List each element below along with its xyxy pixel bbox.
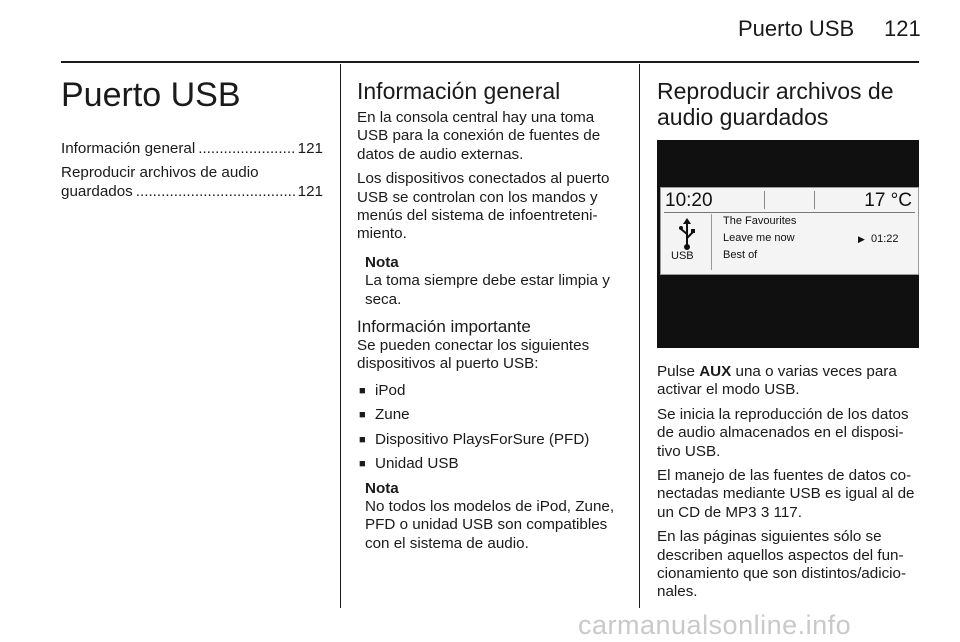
note-text: No todos los modelos de iPod, Zune, PFD o unidad USB son compatibles con el sistema de audio. (365, 497, 615, 552)
note-text: La toma siempre debe estar limpia y seca. (365, 272, 610, 308)
toc-dots (198, 140, 294, 158)
paragraph: Se inicia la reproducción de los datos de audio almacenados en el disposi-tivo USB. (657, 405, 909, 460)
column-divider-2 (639, 64, 640, 608)
toc-entry-text: Información general (61, 140, 196, 157)
screen-separator (764, 191, 765, 209)
watermark: carmanualsonline.info (578, 610, 852, 640)
chapter-title: Puerto USB (61, 76, 241, 114)
column-divider-1 (340, 64, 341, 608)
paragraph: En las páginas siguientes sólo se describen aquellos aspectos del fun-cionamiento que son distintos/adicio-nales. (657, 528, 907, 601)
paragraph: Los dispositivos conectados al puerto USB se controlan con los mandos y menús del sistema de infoentreteni-miento. (357, 170, 610, 243)
paragraph: En la consola central hay una toma USB para la conexión de fuentes de datos de audio externas. (357, 109, 601, 163)
toc-dots (136, 183, 295, 201)
toc-entry-page: 121 (297, 140, 323, 157)
aux-button-label: AUX (699, 363, 732, 380)
column-general-info (357, 64, 623, 561)
page-reference-icon[interactable]: 3 (760, 503, 770, 521)
screen-divider (664, 212, 915, 213)
list-item: ■ Zune (359, 406, 410, 424)
screen-temperature: 17 °C (864, 190, 912, 211)
section-heading-general: Información general (357, 78, 561, 104)
note-box (365, 254, 623, 309)
usb-icon (678, 218, 696, 250)
device-list (357, 382, 623, 474)
section-subheading-important: Información importante (357, 317, 531, 337)
screen-usb-label: USB (671, 250, 694, 262)
bullet-icon: ■ (359, 384, 366, 397)
toc-entry-page: 121 (297, 182, 323, 200)
list-item: ■ iPod (359, 381, 406, 399)
toc-entry-general[interactable] (61, 140, 323, 158)
toc-entry-text-line1: Reproducir archivos de audio (61, 164, 259, 182)
toc-entry-play-files[interactable] (61, 164, 323, 201)
bullet-icon: ■ (359, 433, 366, 446)
bullet-icon: ■ (359, 458, 366, 471)
note-box (365, 480, 623, 554)
note-label: Nota (365, 253, 399, 271)
paragraph: El manejo de las fuentes de datos co-nectadas mediante USB es igual al de un CD de MP3 3 117. (657, 467, 915, 521)
page-header-title: Puerto USB (738, 16, 855, 41)
paragraph: Pulse AUX una o varias veces para activar el modo USB. (657, 363, 897, 399)
header-rule (61, 61, 919, 63)
section-heading-play-files: Reproducir archivos de audio guardados (657, 78, 894, 130)
list-item: ■ Unidad USB (359, 455, 459, 473)
column-toc (61, 64, 323, 201)
list-item: ■ Dispositivo PlaysForSure (PFD) (359, 430, 590, 448)
screen-clock: 10:20 (665, 190, 713, 211)
note-label: Nota (365, 479, 399, 497)
screen-separator (814, 191, 815, 209)
toc-entry-text-line2: guardados (61, 182, 133, 200)
page-number: 121 (884, 16, 921, 41)
screen-divider-vertical (711, 214, 712, 270)
screen-track: The Favourites (723, 215, 797, 227)
bullet-icon: ■ (359, 409, 366, 422)
screen-track: Leave me now (723, 232, 795, 244)
screen-track-time: 01:22 (871, 233, 899, 245)
column-play-files-body (657, 363, 921, 608)
screen-track: Best of (723, 249, 758, 261)
play-icon: ▶ (858, 234, 865, 244)
paragraph: Se pueden conectar los siguientes dispositivos al puerto USB: (357, 337, 590, 373)
display-screen (660, 187, 919, 275)
column-play-files (657, 64, 921, 134)
